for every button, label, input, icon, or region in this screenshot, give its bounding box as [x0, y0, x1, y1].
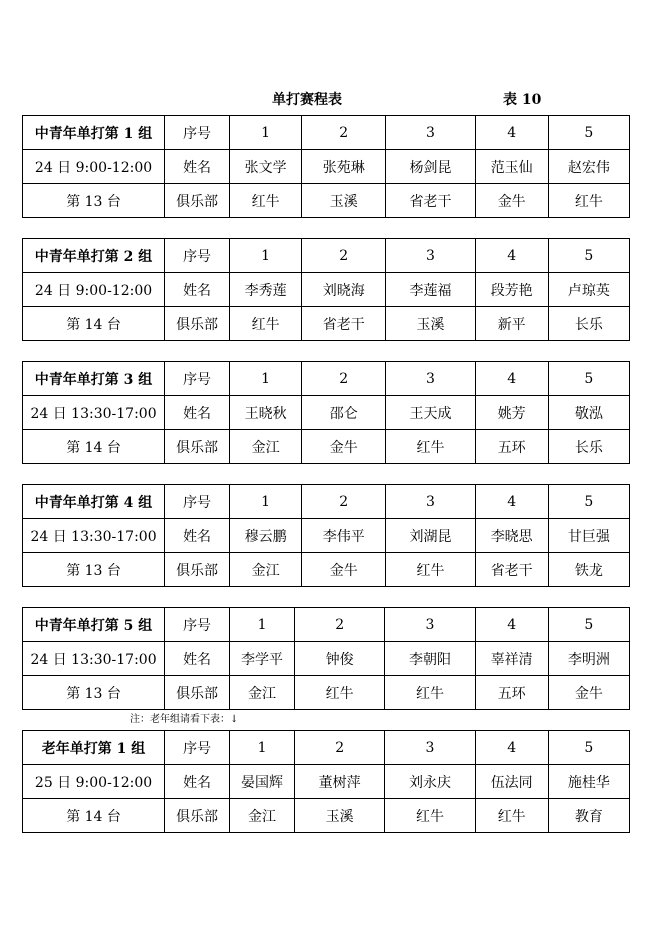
club-cell: 红牛: [548, 184, 629, 218]
seq-label-cell: 序号: [165, 362, 230, 396]
time-cell: 24 日 9:00-12:00: [23, 150, 165, 184]
club-label-cell: 俱乐部: [165, 307, 230, 341]
player-name-cell: 辜祥清: [475, 642, 548, 676]
group-table: [22, 730, 630, 833]
club-cell: 红牛: [385, 676, 475, 710]
player-name-cell: 王天成: [386, 396, 475, 430]
seq-number-cell: 4: [475, 608, 548, 642]
seq-number-cell: 5: [548, 116, 629, 150]
group-name-cell: 中青年单打第 4 组: [23, 485, 165, 519]
seq-number-cell: 1: [230, 731, 295, 765]
club-cell: 红牛: [386, 553, 475, 587]
table-row: [23, 362, 630, 396]
group-name-cell: 中青年单打第 2 组: [23, 239, 165, 273]
group-table: [22, 115, 630, 218]
player-name-cell: 刘永庆: [385, 765, 475, 799]
seq-number-cell: 3: [386, 362, 475, 396]
seq-number-cell: 3: [385, 608, 475, 642]
seq-number-cell: 5: [548, 485, 629, 519]
club-cell: 金牛: [302, 553, 386, 587]
player-name-cell: 甘巨强: [548, 519, 629, 553]
club-cell: 红牛: [385, 799, 475, 833]
table-number-cell: 第 14 台: [23, 799, 165, 833]
seq-number-cell: 2: [295, 608, 385, 642]
player-name-cell: 杨剑昆: [386, 150, 475, 184]
player-name-cell: 段芳艳: [475, 273, 548, 307]
club-label-cell: 俱乐部: [165, 676, 230, 710]
club-cell: 红牛: [386, 430, 475, 464]
table-row: [23, 273, 630, 307]
player-name-cell: 李朝阳: [385, 642, 475, 676]
seq-label-cell: 序号: [165, 116, 230, 150]
group-name-cell: 中青年单打第 5 组: [23, 608, 165, 642]
seq-number-cell: 1: [230, 116, 302, 150]
club-cell: 玉溪: [386, 307, 475, 341]
table-row: [23, 485, 630, 519]
player-name-cell: 卢琼英: [548, 273, 629, 307]
seq-number-cell: 2: [302, 485, 386, 519]
group-name-cell: 老年单打第 1 组: [23, 731, 165, 765]
club-cell: 新平: [475, 307, 548, 341]
club-label-cell: 俱乐部: [165, 799, 230, 833]
seq-number-cell: 1: [230, 485, 302, 519]
player-name-cell: 钟俊: [295, 642, 385, 676]
player-name-cell: 李伟平: [302, 519, 386, 553]
table-row: [23, 608, 630, 642]
club-cell: 省老干: [475, 553, 548, 587]
player-name-cell: 赵宏伟: [548, 150, 629, 184]
seq-label-cell: 序号: [165, 608, 230, 642]
table-number: 表 10: [503, 92, 542, 108]
club-cell: 玉溪: [302, 184, 386, 218]
table-number-cell: 第 13 台: [23, 553, 165, 587]
table-row: [23, 116, 630, 150]
club-cell: 五环: [475, 430, 548, 464]
time-cell: 24 日 9:00-12:00: [23, 273, 165, 307]
note: 注：老年组请看下表：↓: [130, 714, 239, 725]
player-name-cell: 晏国辉: [230, 765, 295, 799]
club-label-cell: 俱乐部: [165, 430, 230, 464]
group-name-cell: 中青年单打第 3 组: [23, 362, 165, 396]
club-cell: 红牛: [230, 184, 302, 218]
table-row: [23, 519, 630, 553]
group-table: [22, 238, 630, 341]
seq-number-cell: 5: [548, 239, 629, 273]
player-name-cell: 刘湖昆: [386, 519, 475, 553]
table-row: [23, 799, 630, 833]
seq-number-cell: 3: [386, 485, 475, 519]
seq-number-cell: 3: [386, 239, 475, 273]
name-label-cell: 姓名: [165, 642, 230, 676]
club-cell: 长乐: [548, 307, 629, 341]
player-name-cell: 刘晓海: [302, 273, 386, 307]
player-name-cell: 姚芳: [475, 396, 548, 430]
table-row: [23, 676, 630, 710]
club-cell: 金江: [230, 553, 302, 587]
seq-number-cell: 2: [302, 239, 386, 273]
seq-number-cell: 4: [475, 731, 548, 765]
table-row: [23, 642, 630, 676]
group-table: [22, 484, 630, 587]
seq-number-cell: 3: [385, 731, 475, 765]
table-row: [23, 731, 630, 765]
seq-number-cell: 5: [548, 608, 629, 642]
player-name-cell: 范玉仙: [475, 150, 548, 184]
name-label-cell: 姓名: [165, 519, 230, 553]
seq-number-cell: 2: [302, 116, 386, 150]
club-cell: 金牛: [475, 184, 548, 218]
player-name-cell: 张文学: [230, 150, 302, 184]
player-name-cell: 董树萍: [295, 765, 385, 799]
seq-label-cell: 序号: [165, 239, 230, 273]
group-table: [22, 607, 630, 710]
club-label-cell: 俱乐部: [165, 184, 230, 218]
page-header: [0, 89, 660, 109]
club-cell: 铁龙: [548, 553, 629, 587]
table-number-cell: 第 13 台: [23, 676, 165, 710]
club-cell: 长乐: [548, 430, 629, 464]
club-cell: 玉溪: [295, 799, 385, 833]
table-row: [23, 150, 630, 184]
club-cell: 省老干: [302, 307, 386, 341]
club-cell: 金牛: [302, 430, 386, 464]
group-table: [22, 361, 630, 464]
player-name-cell: 穆云鹏: [230, 519, 302, 553]
name-label-cell: 姓名: [165, 273, 230, 307]
club-cell: 省老干: [386, 184, 475, 218]
seq-number-cell: 4: [475, 239, 548, 273]
seq-number-cell: 5: [548, 362, 629, 396]
seq-label-cell: 序号: [165, 485, 230, 519]
club-cell: 金江: [230, 430, 302, 464]
player-name-cell: 施桂华: [548, 765, 629, 799]
table-number-cell: 第 13 台: [23, 184, 165, 218]
table-row: [23, 430, 630, 464]
seq-label-cell: 序号: [165, 731, 230, 765]
seq-number-cell: 4: [475, 116, 548, 150]
player-name-cell: 王晓秋: [230, 396, 302, 430]
player-name-cell: 李莲福: [386, 273, 475, 307]
club-cell: 五环: [475, 676, 548, 710]
name-label-cell: 姓名: [165, 150, 230, 184]
player-name-cell: 邵仑: [302, 396, 386, 430]
time-cell: 24 日 13:30-17:00: [23, 642, 165, 676]
group-name-cell: 中青年单打第 1 组: [23, 116, 165, 150]
table-row: [23, 765, 630, 799]
seq-number-cell: 1: [230, 608, 295, 642]
table-row: [23, 307, 630, 341]
name-label-cell: 姓名: [165, 765, 230, 799]
club-cell: 红牛: [230, 307, 302, 341]
seq-number-cell: 4: [475, 362, 548, 396]
seq-number-cell: 4: [475, 485, 548, 519]
seq-number-cell: 2: [302, 362, 386, 396]
club-cell: 金江: [230, 799, 295, 833]
player-name-cell: 伍法同: [475, 765, 548, 799]
player-name-cell: 李学平: [230, 642, 295, 676]
seq-number-cell: 5: [548, 731, 629, 765]
table-number-cell: 第 14 台: [23, 430, 165, 464]
player-name-cell: 李秀莲: [230, 273, 302, 307]
table-row: [23, 396, 630, 430]
time-cell: 24 日 13:30-17:00: [23, 396, 165, 430]
table-row: [23, 553, 630, 587]
player-name-cell: 李明洲: [548, 642, 629, 676]
table-row: [23, 239, 630, 273]
club-cell: 金江: [230, 676, 295, 710]
seq-number-cell: 3: [386, 116, 475, 150]
club-label-cell: 俱乐部: [165, 553, 230, 587]
player-name-cell: 李晓思: [475, 519, 548, 553]
club-cell: 金牛: [548, 676, 629, 710]
time-cell: 25 日 9:00-12:00: [23, 765, 165, 799]
name-label-cell: 姓名: [165, 396, 230, 430]
seq-number-cell: 2: [295, 731, 385, 765]
seq-number-cell: 1: [230, 239, 302, 273]
time-cell: 24 日 13:30-17:00: [23, 519, 165, 553]
club-cell: 红牛: [475, 799, 548, 833]
seq-number-cell: 1: [230, 362, 302, 396]
table-number-cell: 第 14 台: [23, 307, 165, 341]
table-row: [23, 184, 630, 218]
page-title: 单打赛程表: [272, 92, 342, 108]
club-cell: 红牛: [295, 676, 385, 710]
player-name-cell: 张苑琳: [302, 150, 386, 184]
club-cell: 教育: [548, 799, 629, 833]
player-name-cell: 敬泓: [548, 396, 629, 430]
